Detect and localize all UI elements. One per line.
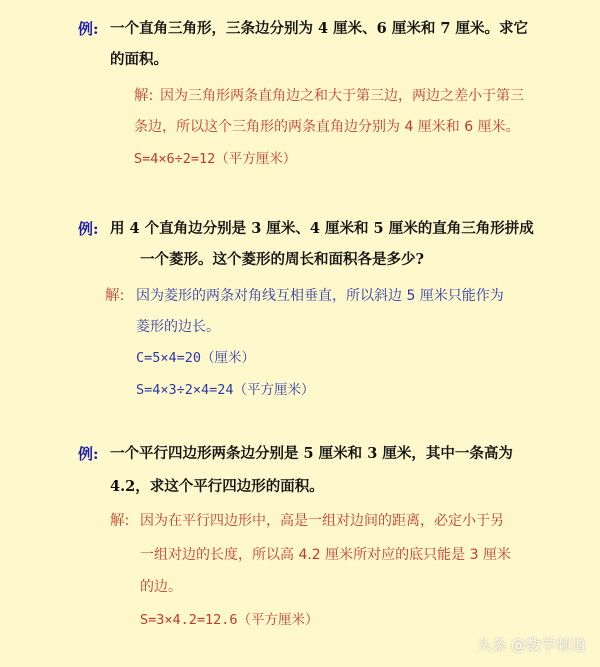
example2-solution-label: 解: [105,288,125,304]
example1-question-line1: 一个直角三角形，三条边分别为 4 厘米、6 厘米和 7 厘米。求它 [110,20,529,37]
watermark-prefix: 头条 [476,636,507,654]
example3-solution-line3: 的边。 [140,579,182,595]
example3-question-line1: 一个平行四边形两条边分别是 5 厘米和 3 厘米，其中一条高为 [110,445,513,462]
example3-formula: S=3×4.2=12.6（平方厘米） [140,612,319,628]
example1-solution-label: 解: [134,88,154,104]
example1-solution-line1: 因为三角形两条直角边之和大于第三边，两边之差小于第三 [160,88,524,104]
example2-formula1: C=5×4=20（厘米） [136,350,256,366]
example2-label: 例: [78,220,99,238]
watermark [477,634,586,655]
example2-solution-line2: 菱形的边长。 [136,319,220,335]
example3-label: 例: [78,445,99,463]
example1-solution-line2: 条边，所以这个三角形的两条直角边分别为 4 厘米和 6 厘米。 [134,119,520,135]
example1-question-line2: 的面积。 [110,51,168,68]
example3-question-line2: 4.2，求这个平行四边形的面积。 [110,478,324,495]
example3-solution-line2: 一组对边的长度，所以高 4.2 厘米所对应的底只能是 3 厘米 [140,547,511,563]
example1-formula: S=4×6÷2=12（平方厘米） [134,151,297,167]
example2-solution-line1: 因为菱形的两条对角线互相垂直，所以斜边 5 厘米只能作为 [136,288,504,304]
example1-label: 例: [78,20,99,38]
example3-solution-line1: 因为在平行四边形中，高是一组对边间的距离，必定小于另 [140,513,504,529]
example2-question-line2: 一个菱形。这个菱形的周长和面积各是多少? [140,251,424,268]
example2-formula2: S=4×3÷2×4=24（平方厘米） [136,382,315,398]
example2-question-line1: 用 4 个直角边分别是 3 厘米、4 厘米和 5 厘米的直角三角形拼成 [110,220,534,237]
example3-solution-label: 解: [110,513,130,529]
watermark-handle: @数学频道 [510,636,586,654]
